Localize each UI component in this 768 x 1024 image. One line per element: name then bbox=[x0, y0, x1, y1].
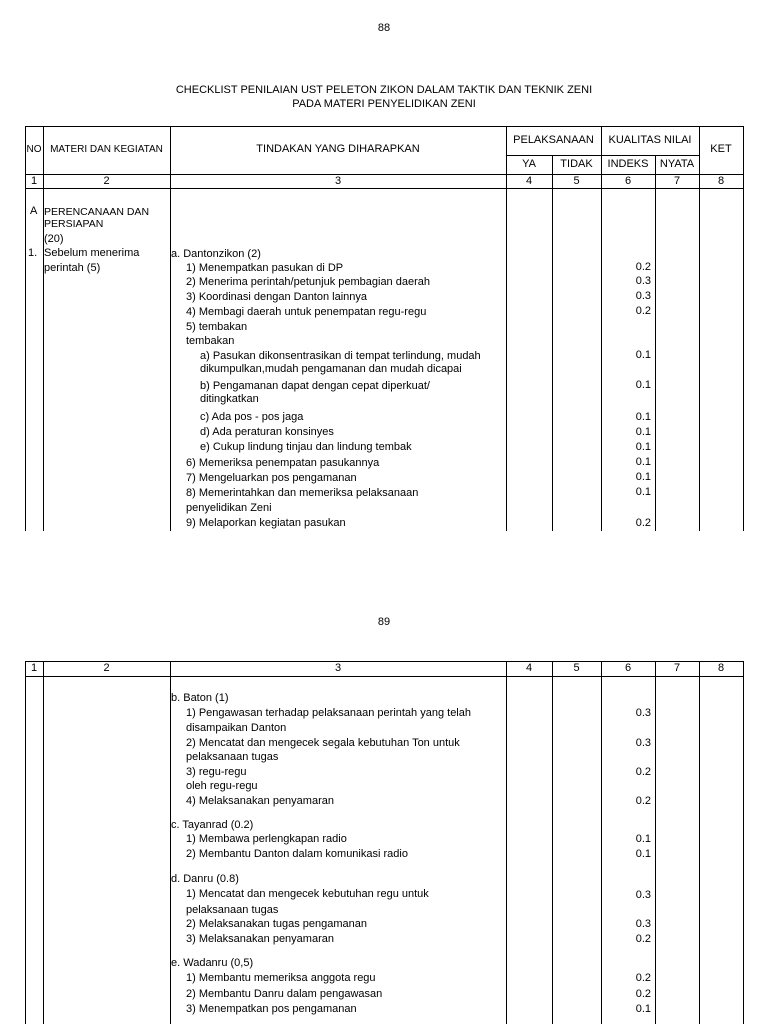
index-value: 0.1 bbox=[635, 833, 651, 845]
document-title-line-1: CHECKLIST PENILAIAN UST PELETON ZIKON DALAM TAKTIK DAN TEKNIK ZENI bbox=[175, 84, 593, 96]
criteria-group-heading: c. Tayanrad (0.2) bbox=[171, 819, 254, 831]
criteria-item: 8) Memerintahkan dan memeriksa pelaksanaan bbox=[186, 487, 419, 499]
header-nyata: NYATA bbox=[659, 158, 695, 170]
criteria-item: 5) tembakan bbox=[186, 321, 248, 333]
index-value: 0.2 bbox=[635, 305, 651, 317]
index-value: 0.3 bbox=[635, 737, 651, 749]
header-indeks: INDEKS bbox=[607, 158, 649, 170]
criteria-item: 4) Membagi daerah untuk penempatan regu-regu bbox=[186, 306, 427, 318]
header-kualitas-nilai: KUALITAS NILAI bbox=[608, 134, 692, 146]
column-number: 4 bbox=[525, 662, 533, 674]
index-value: 0.3 bbox=[635, 889, 651, 901]
index-value: 0.2 bbox=[635, 988, 651, 1000]
criteria-item: oleh regu-regu bbox=[186, 780, 258, 792]
section-title-line-2: PERSIAPAN bbox=[44, 218, 104, 230]
index-value: 0.3 bbox=[635, 290, 651, 302]
criteria-item: tembakan bbox=[186, 335, 235, 347]
column-number: 3 bbox=[334, 662, 342, 674]
index-value: 0.1 bbox=[635, 456, 651, 468]
page-number: 89 bbox=[377, 616, 391, 628]
header-ya: YA bbox=[522, 158, 536, 170]
index-value: 0.2 bbox=[635, 261, 651, 273]
column-number: 1 bbox=[30, 662, 38, 674]
column-number: 7 bbox=[673, 175, 681, 187]
index-value: 0.1 bbox=[635, 379, 651, 391]
criteria-subitem: e) Cukup lindung tinjau dan lindung tembak bbox=[200, 441, 412, 453]
page-number: 88 bbox=[377, 22, 391, 34]
index-value: 0.1 bbox=[635, 486, 651, 498]
criteria-item: 2) Melaksanakan tugas pengamanan bbox=[186, 918, 368, 930]
section-title-line-1: PERENCANAAN DAN bbox=[44, 206, 150, 218]
criteria-item: 2) Membantu Danru dalam pengawasan bbox=[186, 988, 383, 1000]
index-value: 0.1 bbox=[635, 441, 651, 453]
criteria-item: penyelidikan Zeni bbox=[186, 502, 272, 514]
criteria-item: 2) Membantu Danton dalam komunikasi radio bbox=[186, 848, 408, 860]
header-materi: MATERI DAN KEGIATAN bbox=[50, 144, 163, 155]
column-number: 3 bbox=[334, 175, 342, 187]
criteria-item: pelaksanaan tugas bbox=[186, 904, 279, 916]
index-value: 0.2 bbox=[635, 517, 651, 529]
criteria-item: 1) Menempatkan pasukan di DP bbox=[186, 262, 344, 274]
criteria-item: 2) Menerima perintah/petunjuk pembagian daerah bbox=[186, 276, 430, 288]
document-title-line-2: PADA MATERI PENYELIDIKAN ZENI bbox=[292, 98, 476, 110]
criteria-item: 4) Melaksanakan penyamaran bbox=[186, 795, 334, 807]
column-number: 1 bbox=[30, 175, 38, 187]
criteria-item: pelaksanaan tugas bbox=[186, 751, 279, 763]
criteria-item: 1) Membantu memeriksa anggota regu bbox=[186, 972, 376, 984]
criteria-item: 1) Pengawasan terhadap pelaksanaan perintah yang telah bbox=[186, 707, 471, 719]
section-points: (20) bbox=[44, 233, 64, 245]
header-tidak: TIDAK bbox=[560, 158, 593, 170]
index-value: 0.2 bbox=[635, 933, 651, 945]
criteria-subitem: c) Ada pos - pos jaga bbox=[200, 411, 304, 423]
index-value: 0.1 bbox=[635, 471, 651, 483]
column-number: 4 bbox=[525, 175, 533, 187]
column-number: 5 bbox=[573, 175, 580, 187]
index-value: 0.1 bbox=[635, 848, 651, 860]
criteria-item: disampaikan Danton bbox=[186, 722, 287, 734]
item-title-line-1: Sebelum menerima bbox=[44, 247, 140, 259]
index-value: 0.1 bbox=[635, 1003, 651, 1015]
index-value: 0.1 bbox=[635, 411, 651, 423]
criteria-item: 2) Mencatat dan mengecek segala kebutuhan Ton untuk bbox=[186, 737, 460, 749]
criteria-subitem: b) Pengamanan dapat dengan cepat diperkuat/ bbox=[200, 380, 430, 392]
index-value: 0.2 bbox=[635, 795, 651, 807]
header-pelaksanaan: PELAKSANAAN bbox=[513, 134, 594, 146]
criteria-item: 3) Menempatkan pos pengamanan bbox=[186, 1003, 357, 1015]
criteria-item: 9) Melaporkan kegiatan pasukan bbox=[186, 517, 346, 529]
column-number: 6 bbox=[624, 175, 632, 187]
index-value: 0.3 bbox=[635, 275, 651, 287]
criteria-item: 1) Mencatat dan mengecek kebutuhan regu untuk bbox=[186, 888, 429, 900]
column-number: 7 bbox=[673, 662, 681, 674]
criteria-group-heading: a. Dantonzikon (2) bbox=[171, 248, 261, 260]
index-value: 0.1 bbox=[635, 426, 651, 438]
criteria-subitem: a) Pasukan dikonsentrasikan di tempat terlindung, mudah bbox=[200, 350, 481, 362]
column-number: 5 bbox=[573, 662, 580, 674]
index-value: 0.1 bbox=[635, 349, 651, 361]
index-value: 0.2 bbox=[635, 972, 651, 984]
criteria-group-heading: e. Wadanru (0,5) bbox=[171, 957, 254, 969]
criteria-subitem: ditingkatkan bbox=[200, 393, 259, 405]
criteria-subitem: d) Ada peraturan konsinyes bbox=[200, 426, 334, 438]
criteria-group-heading: b. Baton (1) bbox=[171, 692, 229, 704]
header-tindakan: TINDAKAN YANG DIHARAPKAN bbox=[256, 143, 420, 155]
criteria-item: 1) Membawa perlengkapan radio bbox=[186, 833, 347, 845]
item-title-line-2: perintah (5) bbox=[44, 262, 101, 274]
section-number: A bbox=[30, 205, 38, 217]
criteria-item: 3) regu-regu bbox=[186, 766, 247, 778]
column-number: 2 bbox=[103, 662, 110, 674]
column-number: 8 bbox=[717, 175, 725, 187]
column-number: 8 bbox=[717, 662, 725, 674]
header-ket: KET bbox=[710, 143, 732, 155]
criteria-item: 7) Mengeluarkan pos pengamanan bbox=[186, 472, 357, 484]
header-no: NO bbox=[26, 144, 42, 155]
criteria-subitem: dikumpulkan,mudah pengamanan dan mudah dicapai bbox=[200, 363, 462, 375]
criteria-item: 6) Memeriksa penempatan pasukannya bbox=[186, 457, 380, 469]
criteria-item: 3) Koordinasi dengan Danton lainnya bbox=[186, 291, 368, 303]
item-number: 1. bbox=[28, 247, 38, 259]
index-value: 0.2 bbox=[635, 766, 651, 778]
column-number: 2 bbox=[103, 175, 110, 187]
index-value: 0.3 bbox=[635, 707, 651, 719]
criteria-item: 3) Melaksanakan penyamaran bbox=[186, 933, 334, 945]
column-number: 6 bbox=[624, 662, 632, 674]
index-value: 0.3 bbox=[635, 918, 651, 930]
criteria-group-heading: d. Danru (0.8) bbox=[171, 873, 239, 885]
